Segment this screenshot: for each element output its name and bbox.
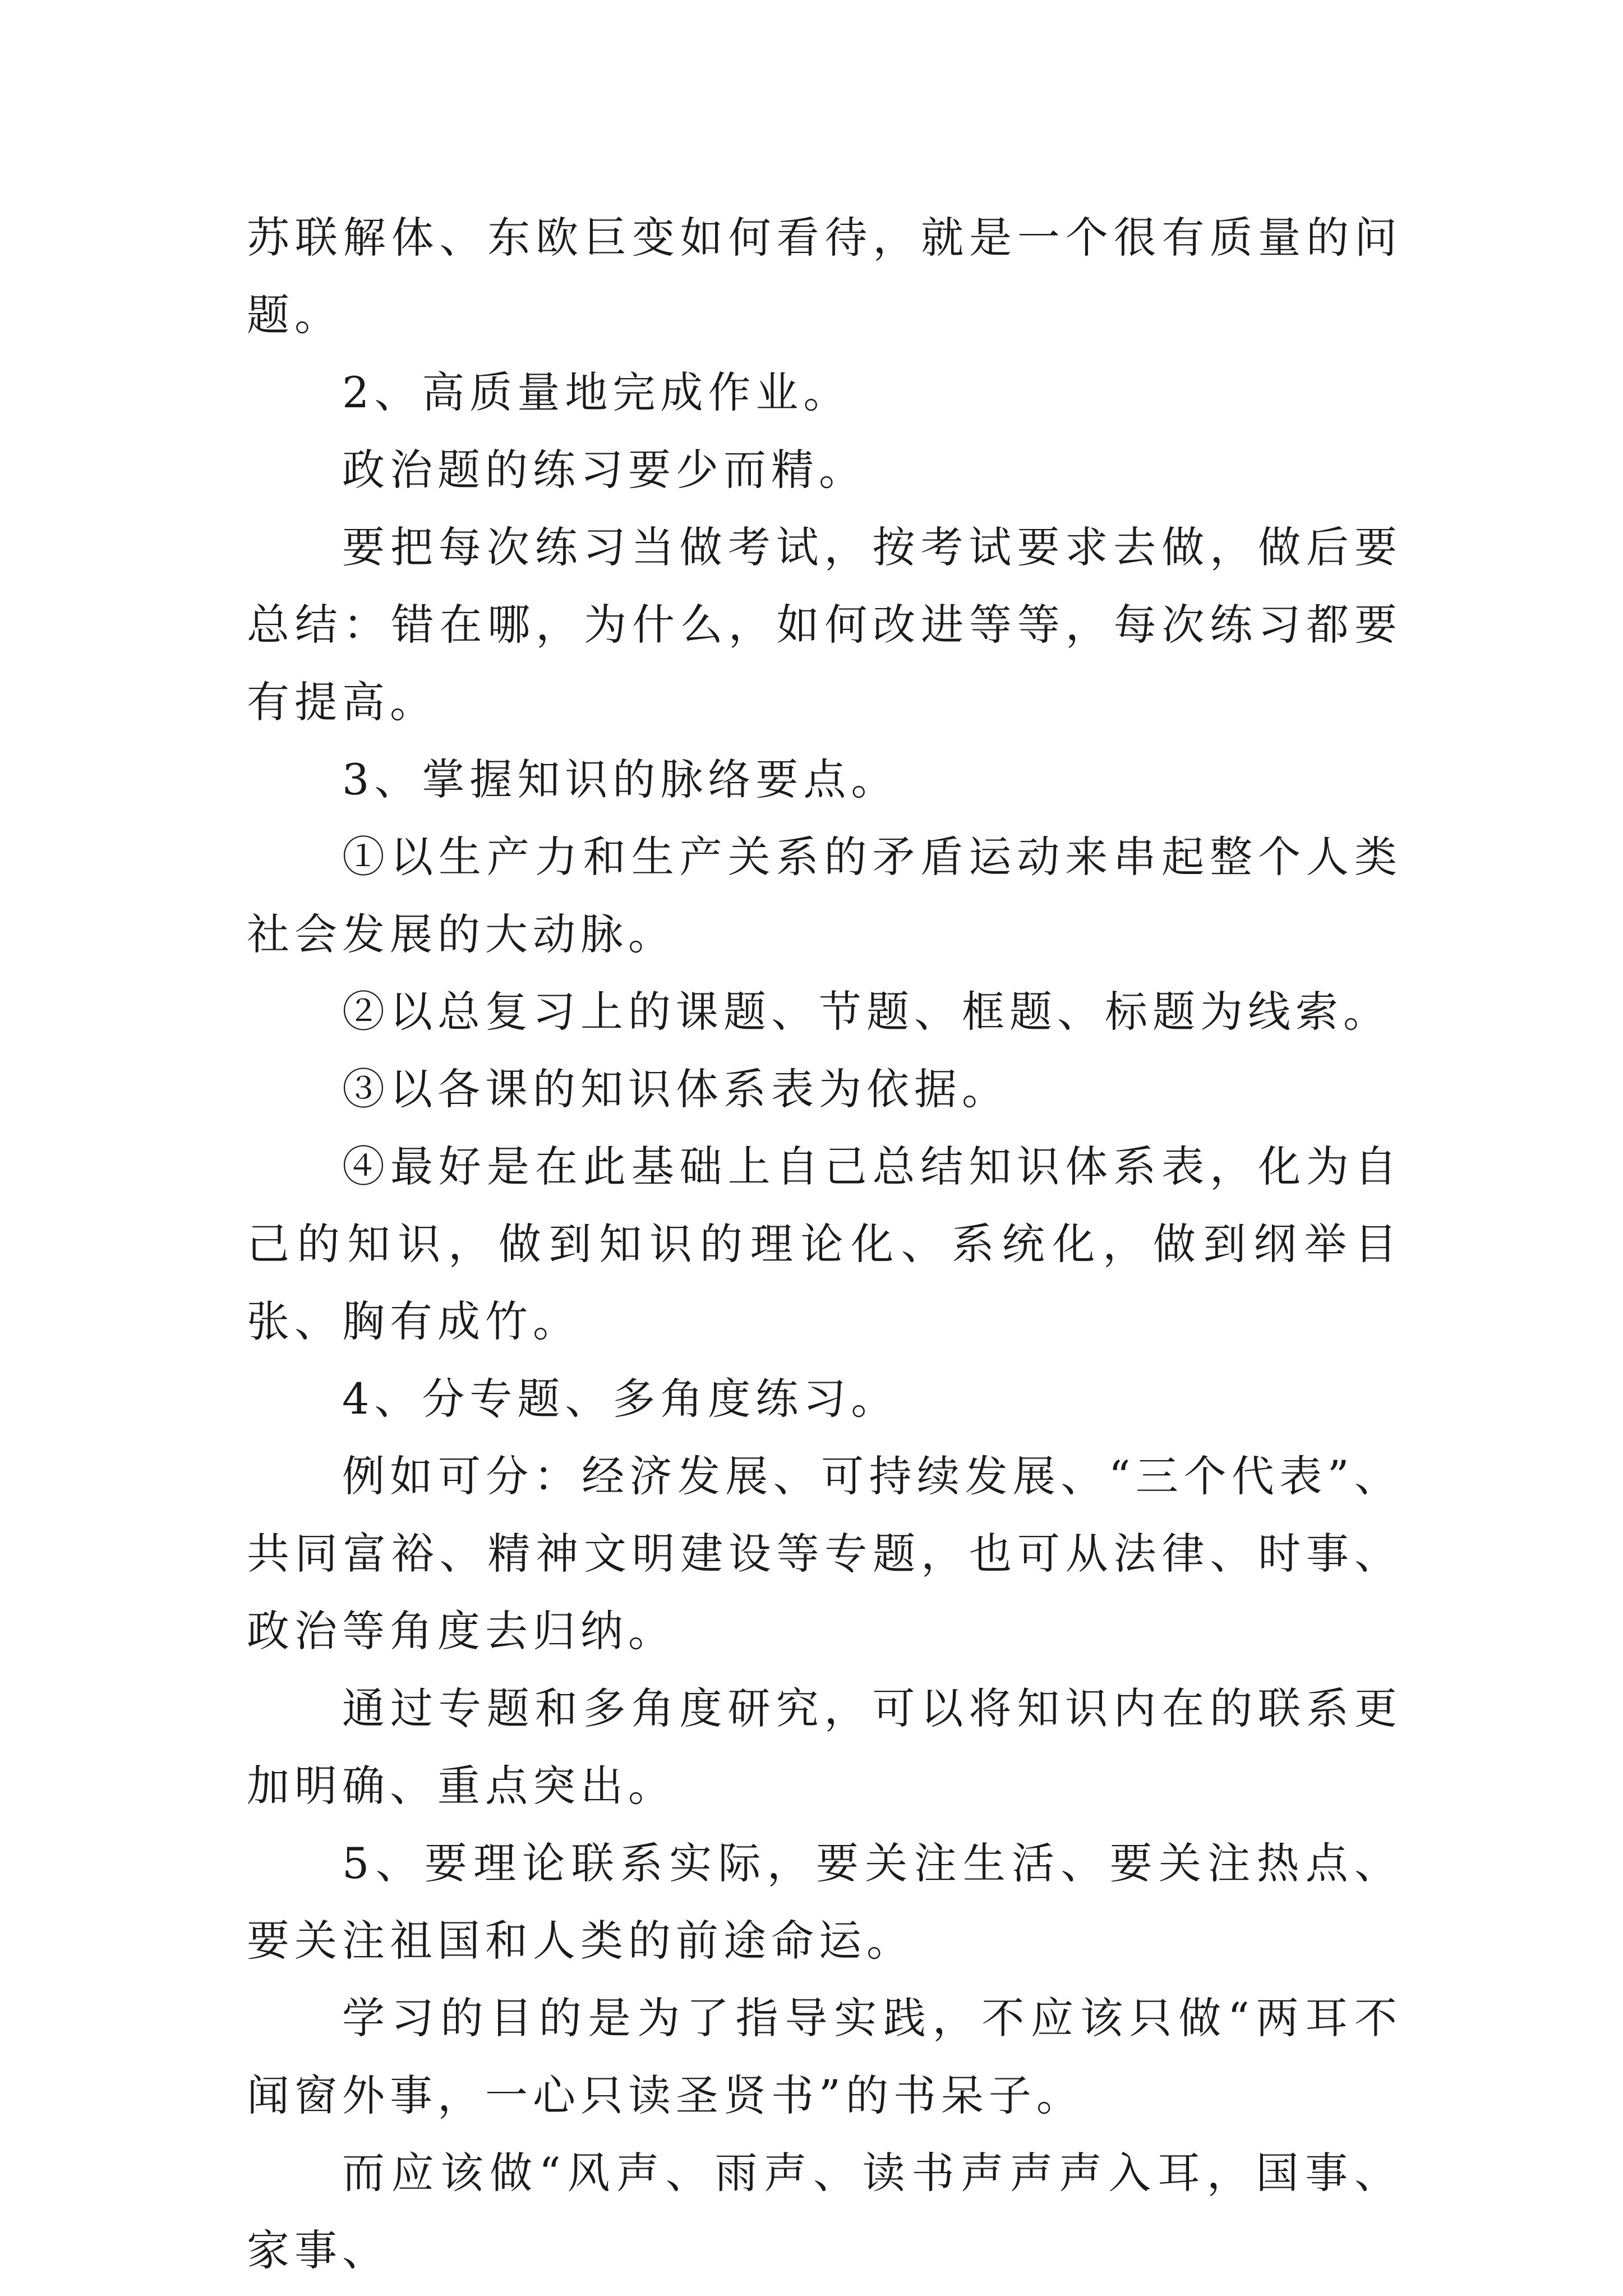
paragraph: 通过专题和多角度研究，可以将知识内在的联系更加明确、重点突出。	[247, 1683, 1402, 1811]
paragraph: 例如可分：经济发展、可持续发展、“三个代表”、共同富裕、精神文明建设等专题，也可从法律、时事、政治等角度去归纳。	[247, 1451, 1402, 1656]
section-heading-3: 3、掌握知识的脉络要点。	[342, 754, 899, 804]
paragraph: 而应该做“风声、雨声、读书声声声入耳，国事、家事、	[247, 2148, 1402, 2275]
section-heading-5: 5、要理论联系实际，要关注生活、要关注热点、要关注祖国和人类的前途命运。	[247, 1838, 1402, 1966]
list-item: ①以生产力和生产关系的矛盾运动来串起整个人类社会发展的大动脉。	[247, 832, 1402, 959]
list-item: ③以各课的知识体系表为依据。	[342, 1064, 1009, 1114]
section-heading-2: 2、高质量地完成作业。	[342, 367, 851, 417]
list-item: ②以总复习上的课题、节题、框题、标题为线索。	[342, 987, 1391, 1037]
paragraph: 苏联解体、东欧巨变如何看待，就是一个很有质量的问题。	[247, 213, 1402, 340]
paragraph: 学习的目的是为了指导实践，不应该只做“两耳不闻窗外事，一心只读圣贤书”的书呆子。	[247, 1993, 1402, 2120]
section-heading-4: 4、分专题、多角度练习。	[342, 1374, 899, 1424]
list-item: ④最好是在此基础上自己总结知识体系表，化为自己的知识，做到知识的理论化、系统化，做到纲举目张、胸有成竹。	[247, 1142, 1402, 1346]
paragraph: 政治题的练习要少而精。	[342, 445, 866, 495]
paragraph: 要把每次练习当做考试，按考试要求去做，做后要总结：错在哪，为什么，如何改进等等，每次练习都要有提高。	[247, 522, 1402, 727]
document-body	[247, 199, 1402, 2289]
